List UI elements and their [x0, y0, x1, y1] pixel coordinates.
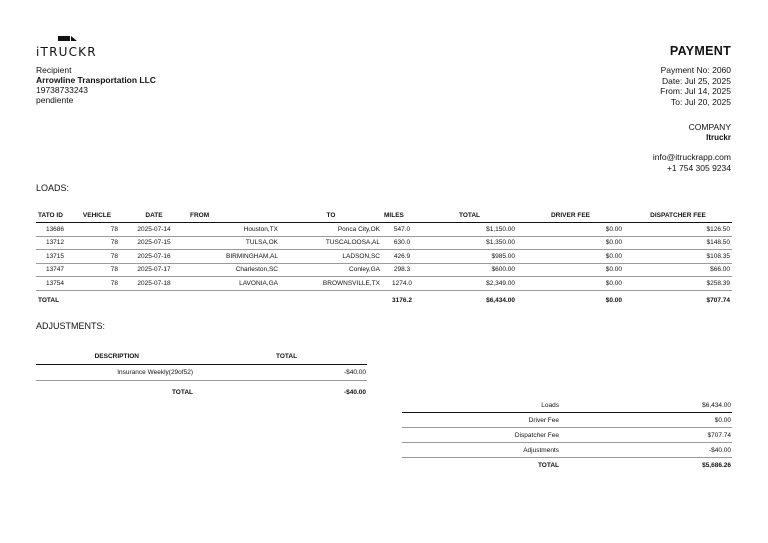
loads-total-label: TOTAL	[38, 297, 60, 304]
cell-total: $985.00	[422, 250, 517, 264]
summary-label: Dispatcher Fee	[402, 428, 559, 443]
cell-from: LAVONIA,GA	[188, 277, 280, 291]
cell-from: Houston,TX	[188, 223, 280, 237]
cell-tato-id: 13686	[36, 223, 74, 237]
cell-to: Conley,GA	[280, 263, 382, 277]
cell-to: LADSON,SC	[280, 250, 382, 264]
cell-miles: 298.3	[382, 263, 422, 277]
logo-text: iTRUCKR	[36, 45, 97, 59]
cell-date: 2025-07-17	[120, 263, 188, 277]
table-row	[36, 236, 732, 250]
header-date: DATE	[120, 209, 188, 223]
cell-to: Ponca City,OK	[280, 223, 382, 237]
cell-dispatcher-fee: $66.00	[624, 263, 732, 277]
cell-vehicle: 78	[74, 250, 120, 264]
loads-total-miles: 3176.2	[392, 297, 412, 304]
header-dispatcher-fee: DISPATCHER FEE	[624, 209, 732, 223]
cell-driver-fee: $0.00	[517, 277, 624, 291]
cell-total: $2,349.00	[422, 277, 517, 291]
table-row	[36, 263, 732, 277]
recipient-label: Recipient	[36, 65, 72, 75]
summary-total-label: TOTAL	[537, 461, 559, 469]
cell-driver-fee: $0.00	[517, 223, 624, 237]
header-description: DESCRIPTION	[36, 349, 194, 365]
loads-total-row	[36, 290, 732, 311]
loads-table	[36, 209, 732, 311]
cell-dispatcher-fee: $148.50	[624, 236, 732, 250]
header-total: TOTAL	[422, 209, 517, 223]
cell-dispatcher-fee: $126.50	[624, 223, 732, 237]
cell-driver-fee: $0.00	[517, 263, 624, 277]
itruckr-logo	[36, 36, 126, 62]
payment-to: To: Jul 20, 2025	[670, 96, 731, 107]
summary-label: Loads	[402, 398, 559, 413]
table-row	[36, 250, 732, 264]
recipient-block	[36, 65, 156, 105]
summary-row-loads	[402, 398, 732, 413]
cell-adjustment-total: -$40.00	[194, 365, 367, 381]
cell-total: $1,350.00	[422, 236, 517, 250]
cell-from: BIRMINGHAM,AL	[188, 250, 280, 264]
cell-to: BROWNSVILLE,TX	[280, 277, 382, 291]
company-label: COMPANY	[688, 122, 731, 132]
table-row	[36, 223, 732, 237]
summary-total-row	[402, 458, 732, 473]
contact-email: info@itruckrapp.com	[652, 152, 731, 162]
cell-dispatcher-fee: $108.35	[624, 250, 732, 264]
summary-label: Driver Fee	[402, 413, 559, 428]
cell-miles: 547.0	[382, 223, 422, 237]
adjustments-table	[36, 349, 367, 403]
cell-miles: 1274.0	[382, 277, 422, 291]
company-name: Itruckr	[706, 132, 731, 142]
cell-total: $600.00	[422, 263, 517, 277]
cell-driver-fee: $0.00	[517, 250, 624, 264]
cell-date: 2025-07-16	[120, 250, 188, 264]
summary-row-driver-fee	[402, 413, 732, 428]
header-tato-id: TATO ID	[36, 209, 74, 223]
summary-table	[402, 398, 732, 472]
cell-from: TULSA,OK	[188, 236, 280, 250]
adjustments-header-row	[36, 349, 367, 365]
adjustments-label: ADJUSTMENTS:	[36, 321, 106, 331]
cell-tato-id: 13715	[36, 250, 74, 264]
adjustments-total-value: -$40.00	[343, 388, 366, 396]
recipient-number: 19738733243	[36, 85, 89, 95]
adjustments-total-label: TOTAL	[171, 388, 193, 396]
loads-total-driver-fee: $0.00	[605, 297, 622, 304]
loads-label: LOADS:	[36, 183, 70, 193]
header-to: TO	[280, 209, 382, 223]
cell-from: Charleston,SC	[188, 263, 280, 277]
table-row	[36, 277, 732, 291]
summary-row-dispatcher-fee	[402, 428, 732, 443]
adjustments-total-row	[36, 381, 367, 404]
header-driver-fee: DRIVER FEE	[517, 209, 624, 223]
table-row	[36, 365, 367, 381]
cell-miles: 630.0	[382, 236, 422, 250]
summary-row-adjustments	[402, 443, 732, 458]
header-from: FROM	[188, 209, 280, 223]
summary-value: -$40.00	[559, 443, 732, 458]
summary-value: $0.00	[559, 413, 732, 428]
cell-to: TUSCALOOSA,AL	[280, 236, 382, 250]
cell-driver-fee: $0.00	[517, 236, 624, 250]
contact-phone: +1 754 305 9234	[666, 162, 731, 173]
summary-label: Adjustments	[402, 443, 559, 458]
payment-date: Date: Jul 25, 2025	[662, 75, 731, 86]
cell-date: 2025-07-15	[120, 236, 188, 250]
loads-total-amount: $6,434.00	[486, 297, 515, 304]
cell-tato-id: 13754	[36, 277, 74, 291]
payment-title: PAYMENT	[669, 44, 731, 58]
cell-dispatcher-fee: $258.39	[624, 277, 732, 291]
cell-tato-id: 13747	[36, 263, 74, 277]
payment-block	[660, 44, 731, 107]
cell-total: $1,150.00	[422, 223, 517, 237]
recipient-name: Arrowline Transportation LLC	[36, 75, 156, 85]
cell-date: 2025-07-14	[120, 223, 188, 237]
payment-number: Payment No: 2060	[660, 65, 731, 75]
summary-value: $6,434.00	[559, 398, 732, 413]
summary-value: $707.74	[559, 428, 732, 443]
header-adjustment-total: TOTAL	[194, 349, 367, 365]
cell-vehicle: 78	[74, 263, 120, 277]
contact-block	[653, 152, 731, 173]
cell-vehicle: 78	[74, 223, 120, 237]
cell-description: Insurance Weekly(29of52)	[36, 365, 194, 381]
recipient-status: pendiente	[36, 95, 74, 105]
loads-header-row	[36, 209, 732, 223]
truck-logo-icon	[58, 36, 78, 42]
payment-from: From: Jul 14, 2025	[660, 86, 731, 96]
cell-miles: 426.9	[382, 250, 422, 264]
summary-total-value: $5,686.26	[702, 461, 731, 469]
cell-date: 2025-07-18	[120, 277, 188, 291]
header-vehicle: VEHICLE	[74, 209, 120, 223]
loads-total-dispatcher-fee: $707.74	[706, 297, 730, 304]
cell-vehicle: 78	[74, 236, 120, 250]
cell-tato-id: 13712	[36, 236, 74, 250]
cell-vehicle: 78	[74, 277, 120, 291]
header-miles: MILES	[382, 209, 422, 223]
company-block	[689, 122, 731, 143]
